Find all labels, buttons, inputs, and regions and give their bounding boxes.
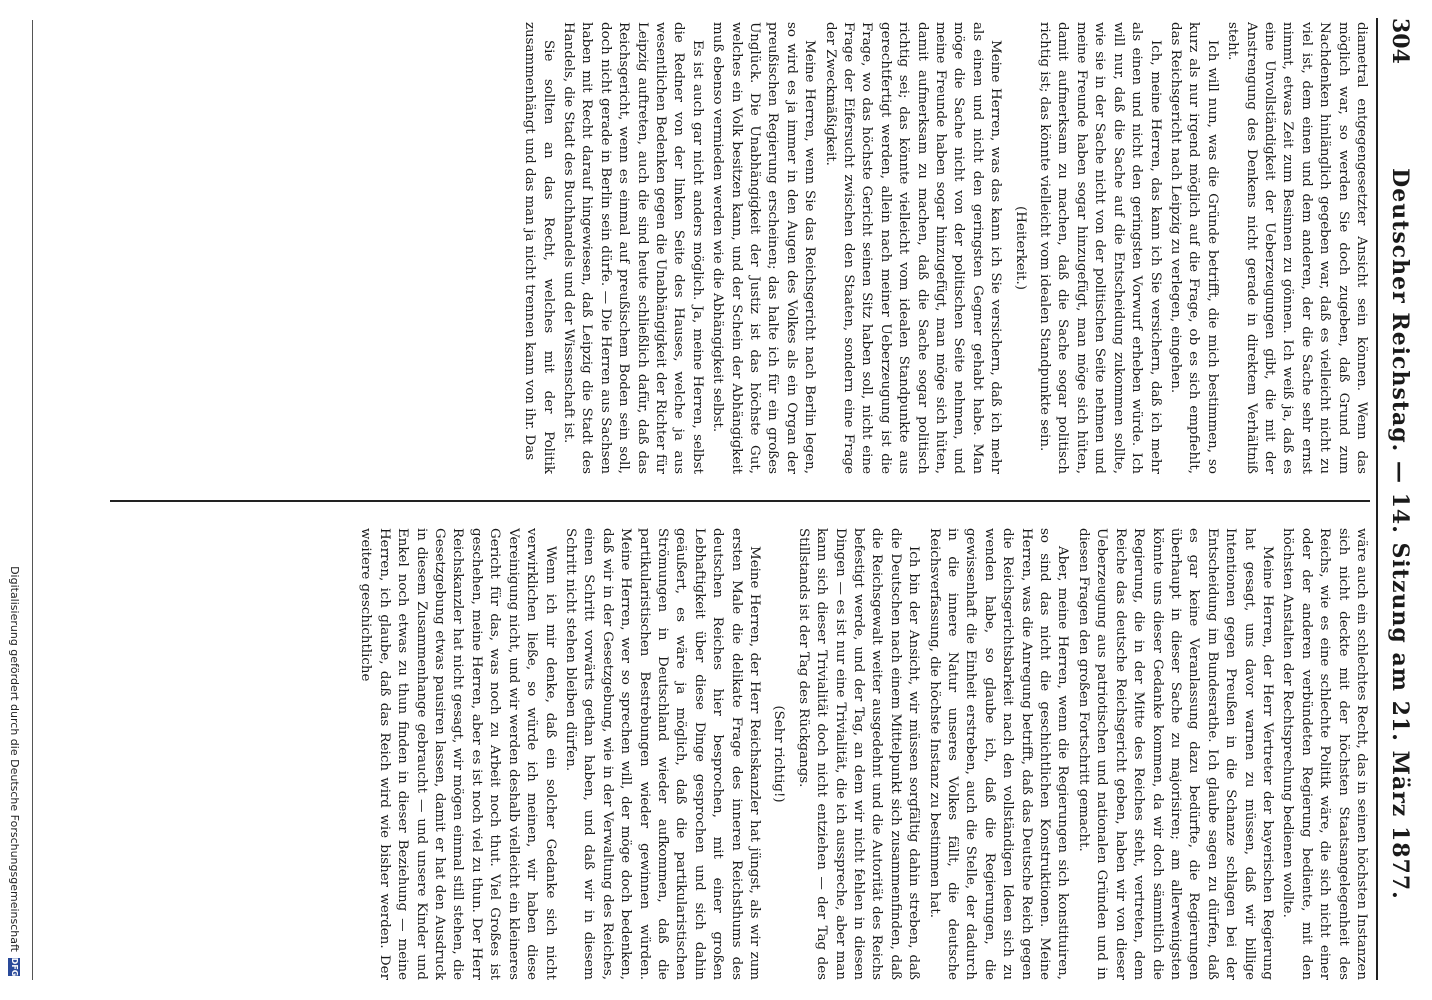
dfg-logo-icon: DFG (10, 957, 19, 977)
paragraph: Es ist auch gar nicht anders möglich. Ja, meine Herren, selbst die Redner von der linken Seite des Hauses, welche ja aus wesentlichen Bedenken gegen die Unabhängigkeit der Richter für Leipzig auftreten, auch die sind heute schließlich dafür, daß das Reichsgericht, wenn es einmal auf preußischem Boden sein soll, doch nicht gerade in Berlin sein dürfe. — Die Herren aus Sachsen haben mit Recht darauf hingewiesen, daß Leipzig die Stadt des Handels, die Stadt des Buchhandels und der Wissenschaft ist. (560, 22, 705, 474)
interjection: (Sehr richtig!) (771, 705, 787, 803)
paragraph: Wenn ich mir denke, daß ein solcher Gedanke sich nicht verwirklichen ließe, so würde ich meinen, wir haben diese Vereinigung nicht, und wir werden deshalb vielleicht ein kleineres Gericht für das, was noch zu Arbeit noch thut. Viel Großes ist geschehen, meine Herren, aber es ist noch viel zu thun. Der Herr Reichskanzler hat nicht gesagt, wir mögen einmal still stehen, die Gesetzgebung etwas pausiren lassen, damit er hat den Ausdruck in diesem Zusammenhange gebraucht — und unsere Kinder und Enkel noch etwas zu thun finden in dieser Beziehung — meine Herren, ich glaube, daß das Reich wird wie bisher werden. Der weitere geschichtliche (358, 528, 558, 980)
page-number: 304 (1387, 18, 1413, 64)
interjection: (Heiterkeit.) (1012, 206, 1028, 290)
paragraph: diametral entgegengesetzter Ansicht sein können. Wenn das möglich war, so werden Sie doch zugeben, daß Grund zum Nachdenken hinlänglich gegeben war, daß es vielleicht nicht zu viel ist, dem einen und dem anderen, der die Sache sehr ernst nimmt, etwas Zeit zum Besinnen zu gönnen. Ich weiß ja, daß es eine Unvollständigkeit der Ueberzeugungen gibt, die mit der Anstrengung des Denkens nicht gerade in direktem Verhältniß steht. (1225, 22, 1369, 474)
paragraph: Ich bin der Ansicht, wir müssen sorgfältig dahin streben, daß die Deutschen nach einem Mittelpunkt sich zusammenfinden, daß die Reichsgewalt weiter ausgedehnt und die Autorität des Reichs befestigt werde, und der Tag, an dem wir nicht fehlen in diesen Dingen — es ist nur eine Trivialität, die ich ausspreche, aber man kann sich dieser Trivialität doch nicht entziehen — der Tag des Stillstands ist der Tag des Rückgangs. (795, 528, 922, 980)
left-column (90, 22, 1370, 474)
paragraph: Sie sollten an das Recht, welches mit der Politik zusammenhängt und das man ja nicht trennen kann von ihr. Das (522, 22, 556, 474)
running-head: Deutscher Reichstag. — 14. Sitzung am 21. März 1877. (1387, 168, 1413, 900)
digitization-credit (8, 566, 21, 976)
paragraph: Ich, meine Herren, das kann ich Sie versichern, daß ich mehr als einen und nicht den geringsten Vorwurf erheben würde. Ich will nur, daß die Sache auf die Entscheidung zukommen sollte, wie sie in der Sache nicht von der politischen Seite nehmen und meine Freunde haben sogar hinzugefügt, man möge sich hüten, damit aufmerksam zu machen, daß die Sache sogar politisch richtig ist; das könnte vielleicht vom idealen Standpunkte sein. (1037, 22, 1163, 474)
column-divider (110, 500, 1370, 502)
paragraph: Meine Herren, wenn Sie das Reichsgericht nach Berlin legen, so wird es ja immer in den Augen des Volkes als ein Organ der preußischen Regierung erscheinen; das halte ich für ein großes Unglück. Die Unabhängigkeit der Justiz ist das höchste Gut, welches ein Volk besitzen kann, und der Schein der Abhängigkeit muß ebenso vermieden werden wie die Abhängigkeit selbst. (710, 22, 818, 474)
paragraph: Meine Herren, der Herr Reichskanzler hat jüngst, als wir zum ersten Male die delikate Frage des inneren Reichsthums des deutschen Reiches hier besprochen, mit einer großen Lebhaftigkeit über diese Dinge gesprochen und sich dahin geäußert, es wäre ja möglich, daß die partikularistischen Strömungen in Deutschland wieder aufkommen, daß die partikularistischen Bestrebungen wieder gewinnen würden. Meine Herren, wer so sprechen will, der möge doch bedenken, daß wir in der Gesetzgebung, wie in der Verwaltung des Reiches, einen Schritt vorwärts gethan haben, und daß wir in diesem Schritt nicht stehen bleiben dürfen. (562, 528, 762, 980)
paragraph: wäre auch ein schlechtes Recht, das in seinen höchsten Instanzen sich nicht deckte mit der höchsten Staatsangelegenheit des Reichs, wie es eine schlechte Politik wäre, die sich nicht einer oder der anderen verbündeten Regierung bediente, mit den höchsten Anstalten der Rechtsprechung bedienen wollte. (1280, 528, 1369, 980)
paragraph: Ich will nun, was die Gründe betrifft, die mich bestimmen, so kurz als nur irgend möglich auf die Frage, ob es sich empfiehlt, das Reichsgericht nach Leipzig zu verlegen, eingehen. (1167, 22, 1220, 474)
paragraph: Aber, meine Herren, wenn die Regierungen sich konstituiren, so sind das nicht die geschichtlichen Konstruktionen. Meine Herren, was die Anregung betrifft, daß das Deutsche Reich gegen die Reichsgerichtsbarkeit nach den vollständigen Ideen sich zu wenden habe, so glaube ich, daß die Regierungen, die gewissenhaft die Einheit erstreben, auch die Stelle, der dadurch in die innere Natur unseres Volkes fällt, die deutsche Reichsverfassung, die höchste Instanz zu bestimmen hat. (926, 528, 1071, 980)
paragraph: Meine Herren, der Herr Vertreter der bayerischen Regierung hat gesagt, uns davor warnen zu müssen, daß wir billige Intentionen gegen Preußen in die Schanze schlagen bei der Entscheidung im Bundesrathe. Ich glaube sagen zu dürfen, daß es gar keine Veranlassung dazu bedürfte, die Regierungen überhaupt in dieser Sache zu majorisiren; am allerwenigsten könnte uns dieser Gedanke kommen, da wir doch sämmtlich die Regierung, die in der Mitte des Reiches steht, vertreten, dem Reiche das deutsche Reichsgericht geben, haben wir von dieser Ueberzeugung aus patriotischen und nationalen Gründen und in diesen Fragen den großen Fortschritt gemacht. (1075, 528, 1275, 980)
page-header (1376, 18, 1422, 980)
right-column (90, 528, 1370, 980)
credit-text: Digitalisierung gefördert durch die Deutsche Forschungsgemeinschaft (8, 566, 21, 952)
footer-rule (32, 20, 33, 980)
paragraph: Meine Herren, was das kann ich Sie versichern, daß ich mehr als einen und nicht den geringsten Gegner gehabt habe. Man möge die Sache nicht von der politischen Seite nehmen, und meine Freunde haben sogar hinzugefügt, man möge sich hüten, damit aufmerksam zu machen, daß die Sache sogar politisch richtig sei; das könnte vielleicht vom idealen Standpunkte aus gerechtfertigt werden, allein nach meiner Ueberzeugung ist die Frage, wo das höchste Gericht seinen Sitz haben soll, nicht eine Frage der Eifersucht zwischen den Staaten, sondern eine Frage der Zweckmäßigkeit. (822, 22, 1004, 474)
